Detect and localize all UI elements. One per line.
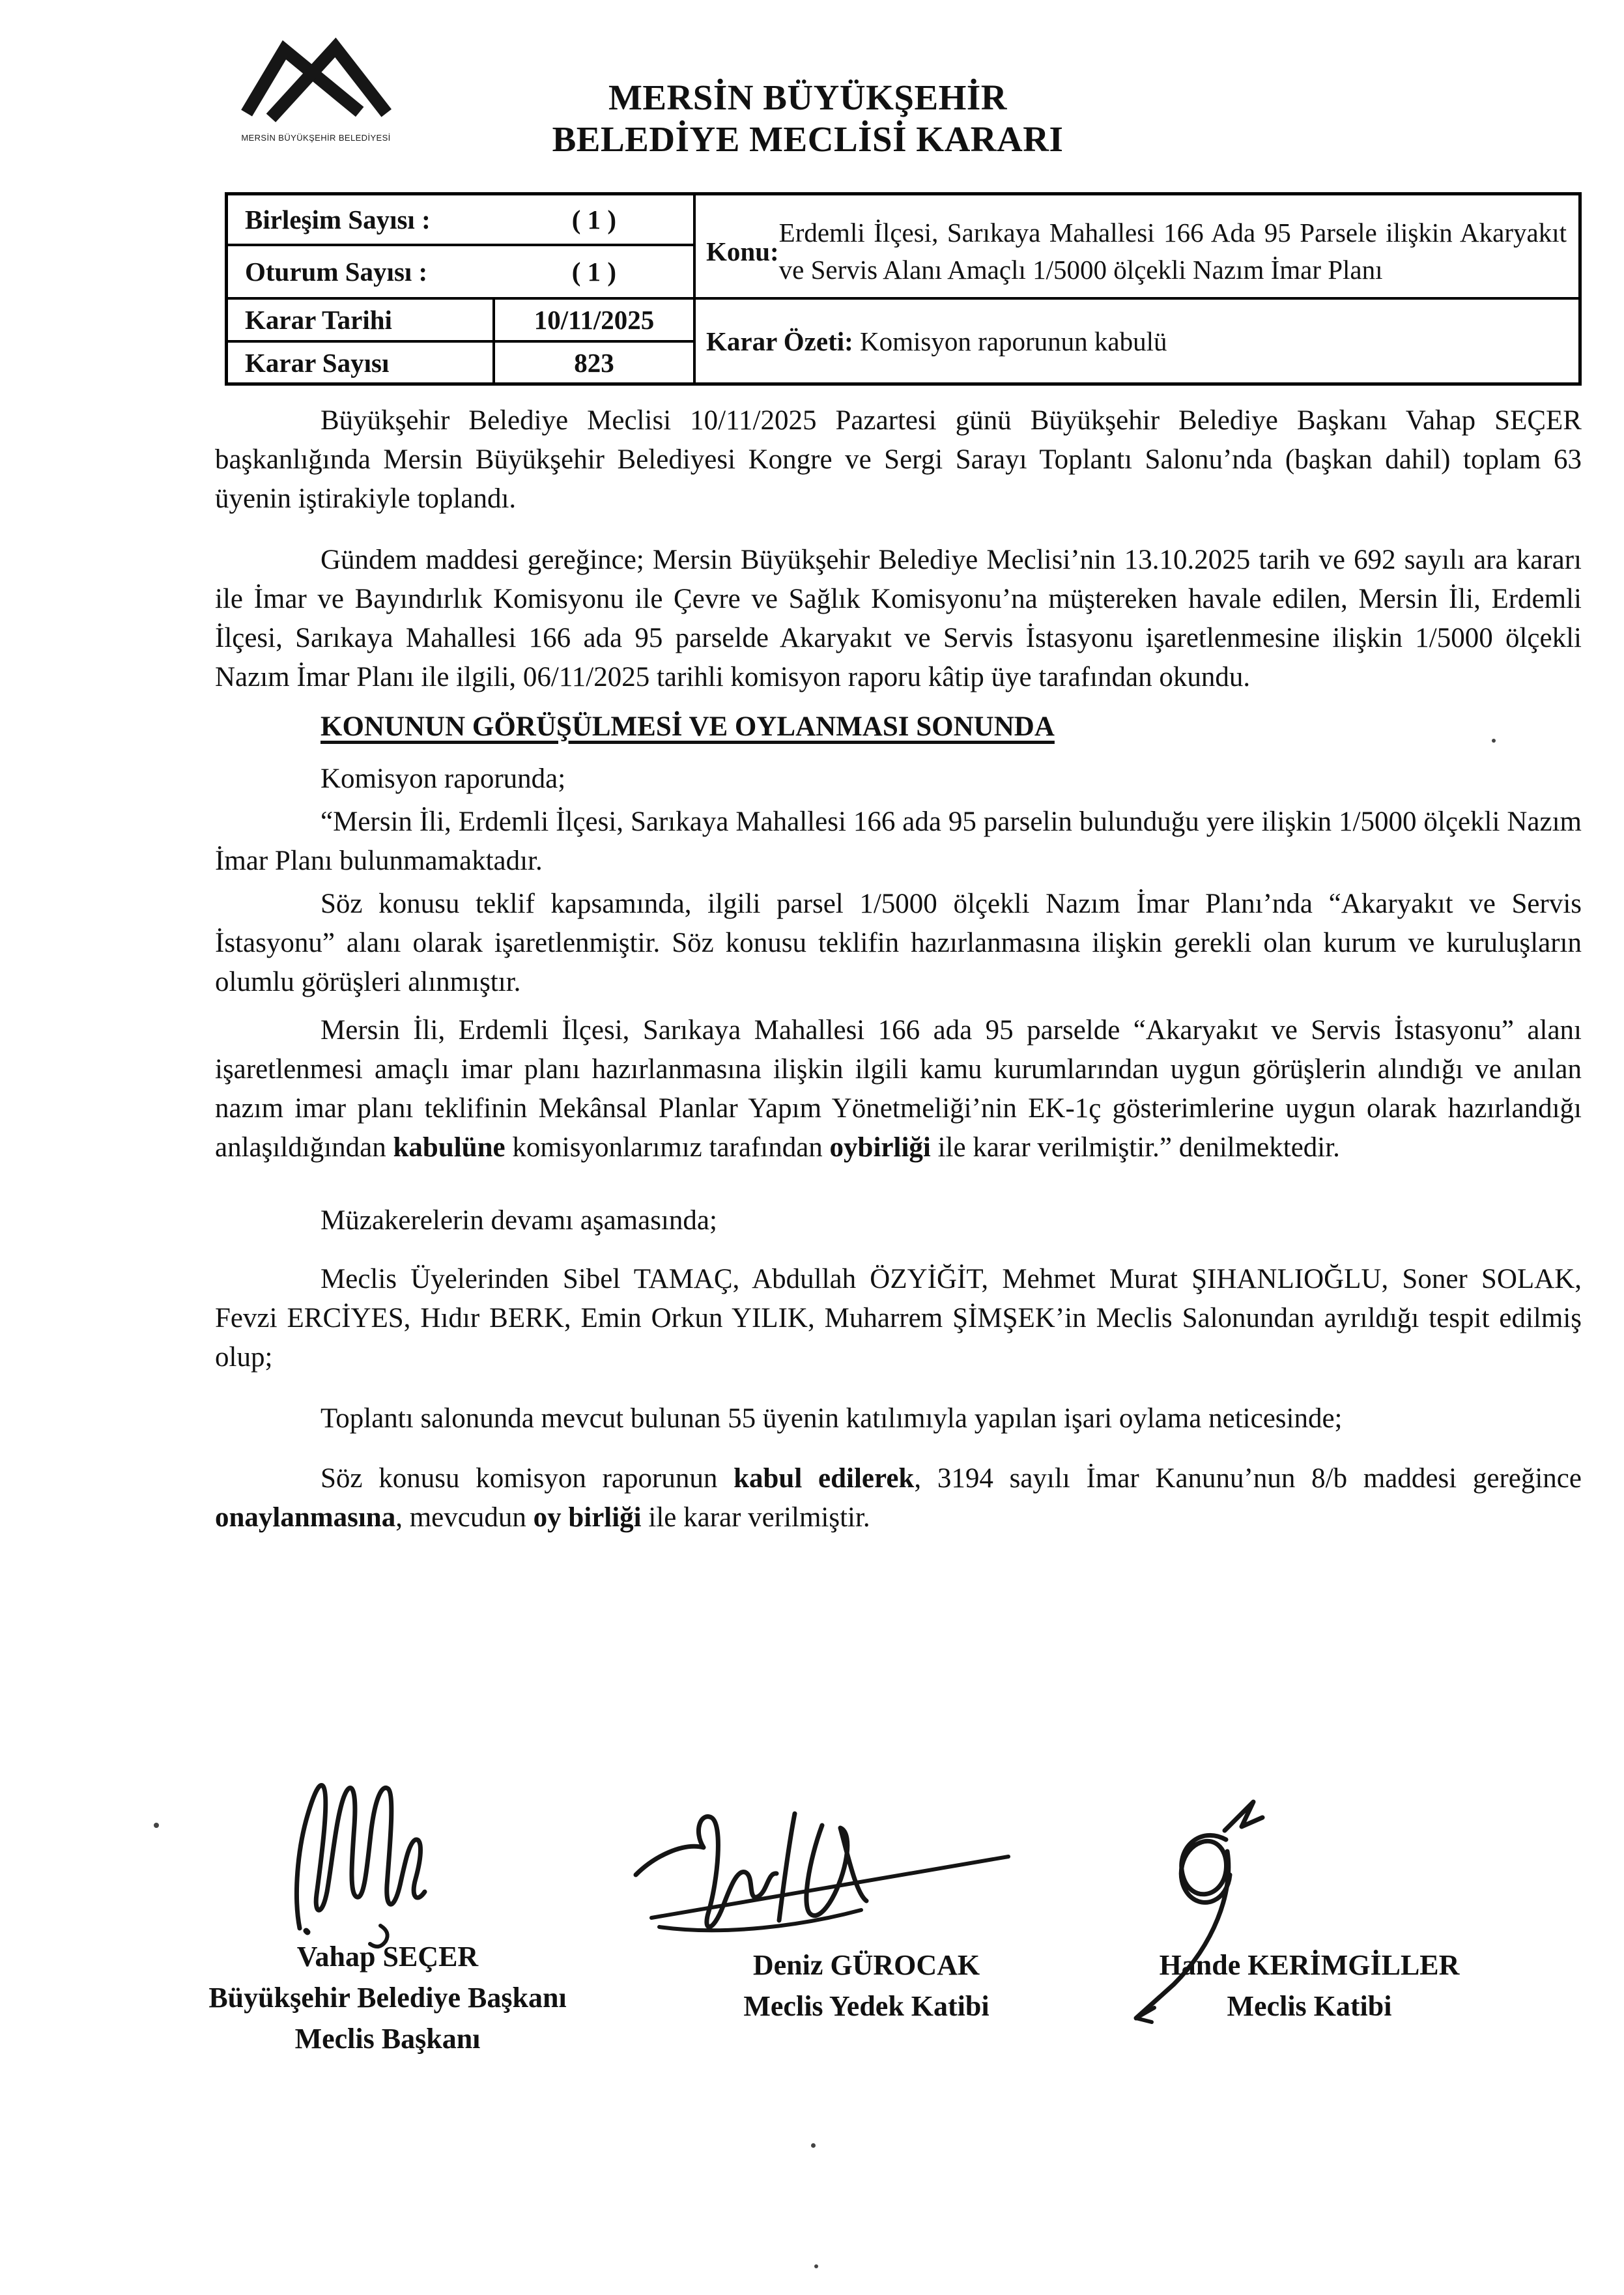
karar-sayisi-value: 823	[495, 343, 696, 382]
section-heading-text: KONUNUN GÖRÜŞÜLMESİ VE OYLANMASI SONUNDA	[321, 711, 1055, 742]
run: ile karar verilmiştir.” denilmektedir.	[930, 1132, 1340, 1163]
karar-tarihi-label: Karar Tarihi	[228, 300, 495, 343]
run: , 3194 sayılı İmar Kanunu’nun 8/b maddesi gereğince	[914, 1463, 1582, 1494]
paragraph-report-quote-2: Söz konusu teklif kapsamında, ilgili parsel 1/5000 ölçekli Nazım İmar Planı’nda “Akaryakıt ve Servis İstasyonu” alanı olarak işaretlenmiştir. Söz konusu teklifin hazırlanmasına ilişkin gerekli olan kurum ve kuruluşların olumlu görüşleri alınmıştır.	[215, 889, 1582, 997]
paragraph-agenda-item: Gündem maddesi gereğince; Mersin Büyükşehir Belediye Meclisi’nin 13.10.2025 tarih ve 692 sayılı ara kararı ile İmar ve Bayındırlık Komisyonu ile Çevre ve Sağlık Komisyonu’na müştereken havale edilen, Mersin İli, Erdemli İlçesi, Sarıkaya Mahallesi 166 ada 95 parselde Akaryakıt ve Servis İstasyonu işaretlenmesine ilişkin 1/5000 ölçekli Nazım İmar Planı ile ilgili, 06/11/2025 tarihli komisyon raporu kâtip üye tarafından okundu.	[215, 545, 1582, 692]
konu-text: Erdemli İlçesi, Sarıkaya Mahallesi 166 Ada 95 Parsele ilişkin Akaryakıt ve Servis Alanı Amaçlı 1/5000 ölçekli Nazım İmar Planı	[778, 218, 1567, 285]
run-bold-oy-birligi: oy birliği	[533, 1502, 642, 1533]
scan-speck	[154, 1823, 159, 1828]
signature-block-president	[160, 1936, 616, 2059]
mersin-mountains-icon	[233, 36, 399, 128]
paragraph-vote-count: Toplantı salonunda mevcut bulunan 55 üyenin katılımıyla yapılan işari oylama neticesinde;	[321, 1403, 1343, 1434]
karar-ozeti-text: Komisyon raporunun kabulü	[860, 326, 1167, 356]
signer-name: Deniz GÜROCAK	[752, 1949, 980, 1981]
run-bold-oybirligi: oybirliği	[829, 1132, 931, 1163]
run: komisyonlarımız tarafından	[505, 1132, 830, 1163]
signer-name: Vahap SEÇER	[296, 1941, 479, 1973]
signature-block-deputy-clerk	[651, 1945, 1081, 2027]
run: Mersin İli, Erdemli İlçesi, Sarıkaya Mahallesi 166 ada 95 parselde “Akaryakıt ve Servis İstasyonu” alanı işaretlenmesi amaçlı imar planı hazırlanmasına ilişkin ilgili kamu kurumlarından uygun görüşlerin alındığı ve anılan nazım imar planı teklifinin Mekânsal Planlar Yapım Yönetmeliği’nin EK-1ç gösterimlerine uygun olarak hazırlandığı anlaşıldığından	[215, 1015, 1582, 1163]
scan-speck	[814, 2264, 818, 2268]
document-body	[215, 401, 1582, 1537]
paragraph-final-decision	[215, 1459, 1582, 1537]
signature-deniz-gurocak	[620, 1802, 1024, 1945]
karar-tarihi-value: 10/11/2025	[495, 300, 696, 343]
signer-name: Hande KERİMGİLLER	[1159, 1949, 1460, 1981]
scan-speck	[811, 2143, 816, 2148]
paragraph-report-quote-1: “Mersin İli, Erdemli İlçesi, Sarıkaya Mahallesi 166 ada 95 parselin bulunduğu yere ilişkin 1/5000 ölçekli Nazım İmar Planı bulunmamaktadır.	[215, 806, 1582, 876]
konu-label: Konu:	[706, 236, 779, 266]
municipality-logo	[229, 36, 403, 143]
document-title	[482, 77, 1133, 160]
birlesim-sayisi-label: Birleşim Sayısı :	[245, 205, 431, 235]
section-heading	[215, 707, 1582, 747]
konu-cell	[696, 195, 1578, 300]
document-title-line2: BELEDİYE MECLİSİ KARARI	[552, 119, 1064, 159]
logo-caption: MERSİN BÜYÜKŞEHİR BELEDİYESİ	[241, 133, 391, 143]
signer-title: Meclis Katibi	[1227, 1990, 1392, 2022]
table-row-birlesim	[228, 195, 696, 246]
document-title-line1: MERSİN BÜYÜKŞEHİR	[608, 78, 1008, 117]
karar-sayisi-label: Karar Sayısı	[228, 343, 495, 382]
run: , mevcudun	[395, 1502, 534, 1533]
signer-title: Büyükşehir Belediye Başkanı	[208, 1982, 567, 2014]
paragraph-muzakereler: Müzakerelerin devamı aşamasında;	[321, 1205, 717, 1236]
signer-title: Meclis Yedek Katibi	[743, 1990, 990, 2022]
paragraph-komisyon-raporunda: Komisyon raporunda;	[321, 763, 566, 794]
paragraph-members-left: Meclis Üyelerinden Sibel TAMAÇ, Abdullah ÖZYİĞİT, Mehmet Murat ŞIHANLIOĞLU, Soner SOLAK, Fevzi ERCİYES, Hıdır BERK, Emin Orkun YILIK, Muharrem ŞİMŞEK’in Meclis Salonundan ayrıldığı tespit edilmiş olup;	[215, 1264, 1582, 1373]
run-bold-kabul-edilerek: kabul edilerek	[734, 1463, 915, 1494]
karar-ozeti-label: Karar Özeti:	[706, 326, 853, 356]
scan-speck	[1492, 739, 1496, 743]
paragraph-meeting-intro: Büyükşehir Belediye Meclisi 10/11/2025 Pazartesi günü Büyükşehir Belediye Başkanı Vahap SEÇER başkanlığında Mersin Büyükşehir Belediyesi Kongre ve Sergi Sarayı Toplantı Salonu’nda (başkan dahil) toplam 63 üyenin iştirakiyle toplandı.	[215, 405, 1582, 514]
signature-vahap-secer	[284, 1758, 492, 1953]
birlesim-sayisi-value: ( 1 )	[571, 205, 616, 235]
signer-title: Meclis Başkanı	[294, 2023, 481, 2055]
oturum-sayisi-label: Oturum Sayısı :	[245, 257, 428, 287]
table-row-oturum	[228, 246, 696, 300]
run-bold-onaylanmasina: onaylanmasına	[215, 1502, 396, 1533]
run: ile karar verilmiştir.	[641, 1502, 870, 1533]
signature-hande-kerimgiller	[1063, 1789, 1324, 2036]
decision-info-table	[225, 192, 1582, 386]
karar-ozeti-cell	[696, 300, 1578, 382]
run: Söz konusu komisyon raporunun	[321, 1463, 734, 1494]
run-bold-kabuluene: kabulüne	[393, 1132, 506, 1163]
paragraph-commission-decision	[215, 1011, 1582, 1167]
oturum-sayisi-value: ( 1 )	[571, 257, 616, 287]
